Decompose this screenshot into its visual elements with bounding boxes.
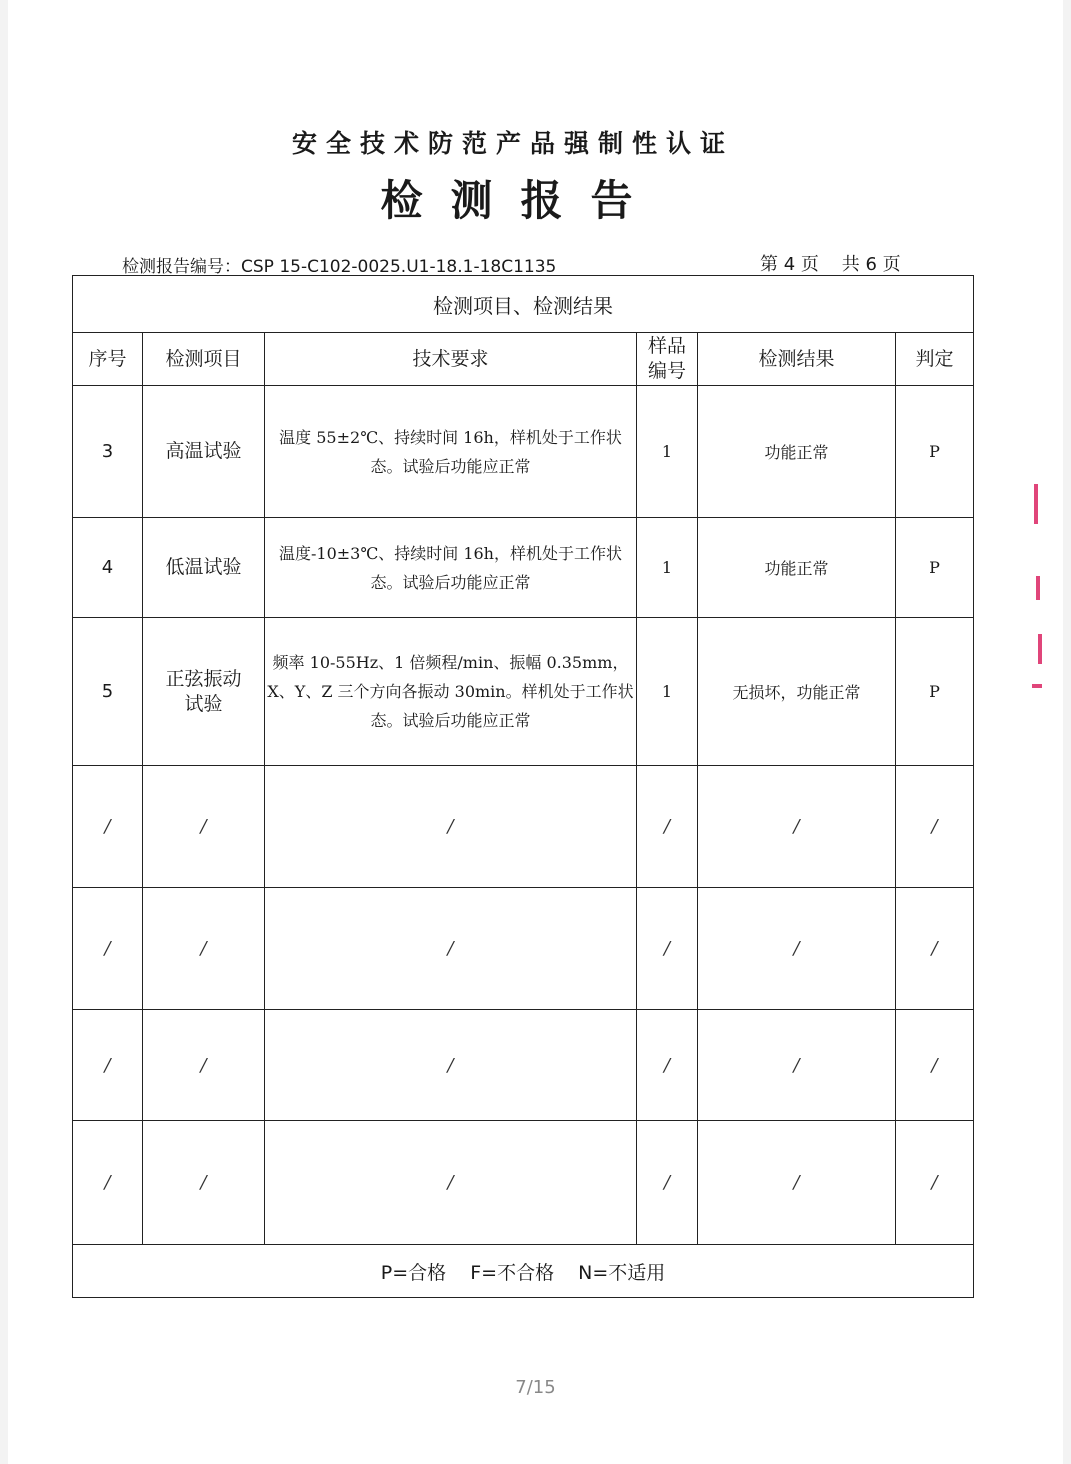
empty-cell: / — [896, 1010, 974, 1121]
page-info: 第 4 页 共 6 页 — [760, 254, 901, 275]
table-row-empty — [73, 888, 974, 1010]
row-verdict: P — [896, 518, 974, 618]
empty-cell: / — [143, 1010, 265, 1121]
row-result: 无损坏，功能正常 — [698, 618, 896, 766]
row-requirement: 频率 10-55Hz、1 倍频程/min、振幅 0.35mm，X、Y、Z 三个方向各振动 30min。样机处于工作状态。试验后功能应正常 — [265, 618, 637, 766]
section-header-row — [73, 276, 974, 333]
column-header-index: 序号 — [73, 333, 143, 386]
empty-cell: / — [143, 888, 265, 1010]
empty-cell: / — [637, 766, 698, 888]
column-header-row — [73, 333, 974, 386]
seal-fragment — [1038, 634, 1042, 664]
column-header-result: 检测结果 — [698, 333, 896, 386]
row-item: 正弦振动试验 — [143, 618, 265, 766]
results-table — [72, 275, 974, 1298]
empty-cell: / — [637, 888, 698, 1010]
column-header-verdict: 判定 — [896, 333, 974, 386]
row-requirement: 温度-10±3℃、持续时间 16h，样机处于工作状态。试验后功能应正常 — [265, 518, 637, 618]
table-row — [73, 386, 974, 518]
row-item: 高温试验 — [143, 386, 265, 518]
section-title: 检测项目、检测结果 — [73, 276, 974, 333]
empty-cell: / — [698, 1010, 896, 1121]
empty-cell: / — [265, 888, 637, 1010]
row-sample: 1 — [637, 518, 698, 618]
row-verdict: P — [896, 386, 974, 518]
empty-cell: / — [73, 1121, 143, 1245]
row-result: 功能正常 — [698, 518, 896, 618]
empty-cell: / — [265, 1121, 637, 1245]
row-index: 3 — [73, 386, 143, 518]
empty-cell: / — [73, 888, 143, 1010]
report-number — [122, 252, 556, 277]
empty-cell: / — [143, 1121, 265, 1245]
table-row — [73, 618, 974, 766]
empty-cell: / — [265, 766, 637, 888]
row-sample: 1 — [637, 386, 698, 518]
report-title-line1: 安全技术防范产品强制性认证 — [291, 129, 734, 158]
verdict-legend: P=合格 F=不合格 N=不适用 — [73, 1245, 974, 1298]
column-header-sample: 样品编号 — [637, 333, 698, 386]
page-number: 7/15 — [515, 1377, 556, 1398]
table-row-empty — [73, 1010, 974, 1121]
table-row-empty — [73, 766, 974, 888]
table-row-empty — [73, 1121, 974, 1245]
row-result: 功能正常 — [698, 386, 896, 518]
empty-cell: / — [73, 766, 143, 888]
empty-cell: / — [698, 888, 896, 1010]
row-sample: 1 — [637, 618, 698, 766]
empty-cell: / — [637, 1010, 698, 1121]
empty-cell: / — [143, 766, 265, 888]
column-header-requirement: 技术要求 — [265, 333, 637, 386]
empty-cell: / — [73, 1010, 143, 1121]
report-number-label: 检测报告编号： — [122, 257, 241, 277]
row-requirement: 温度 55±2℃、持续时间 16h，样机处于工作状态。试验后功能应正常 — [265, 386, 637, 518]
column-header-item: 检测项目 — [143, 333, 265, 386]
seal-fragment — [1034, 484, 1038, 524]
legend-row — [73, 1245, 974, 1298]
empty-cell: / — [265, 1010, 637, 1121]
empty-cell: / — [896, 888, 974, 1010]
row-item: 低温试验 — [143, 518, 265, 618]
empty-cell: / — [637, 1121, 698, 1245]
row-index: 4 — [73, 518, 143, 618]
empty-cell: / — [896, 766, 974, 888]
seal-fragment — [1032, 684, 1042, 688]
table-row — [73, 518, 974, 618]
empty-cell: / — [698, 766, 896, 888]
report-number-value: CSP 15-C102-0025.U1-18.1-18C1135 — [241, 257, 557, 277]
row-index: 5 — [73, 618, 143, 766]
row-verdict: P — [896, 618, 974, 766]
empty-cell: / — [698, 1121, 896, 1245]
report-title-line2: 检测报告 — [380, 176, 661, 225]
seal-fragment — [1036, 576, 1040, 600]
empty-cell: / — [896, 1121, 974, 1245]
document-page — [8, 0, 1063, 1464]
